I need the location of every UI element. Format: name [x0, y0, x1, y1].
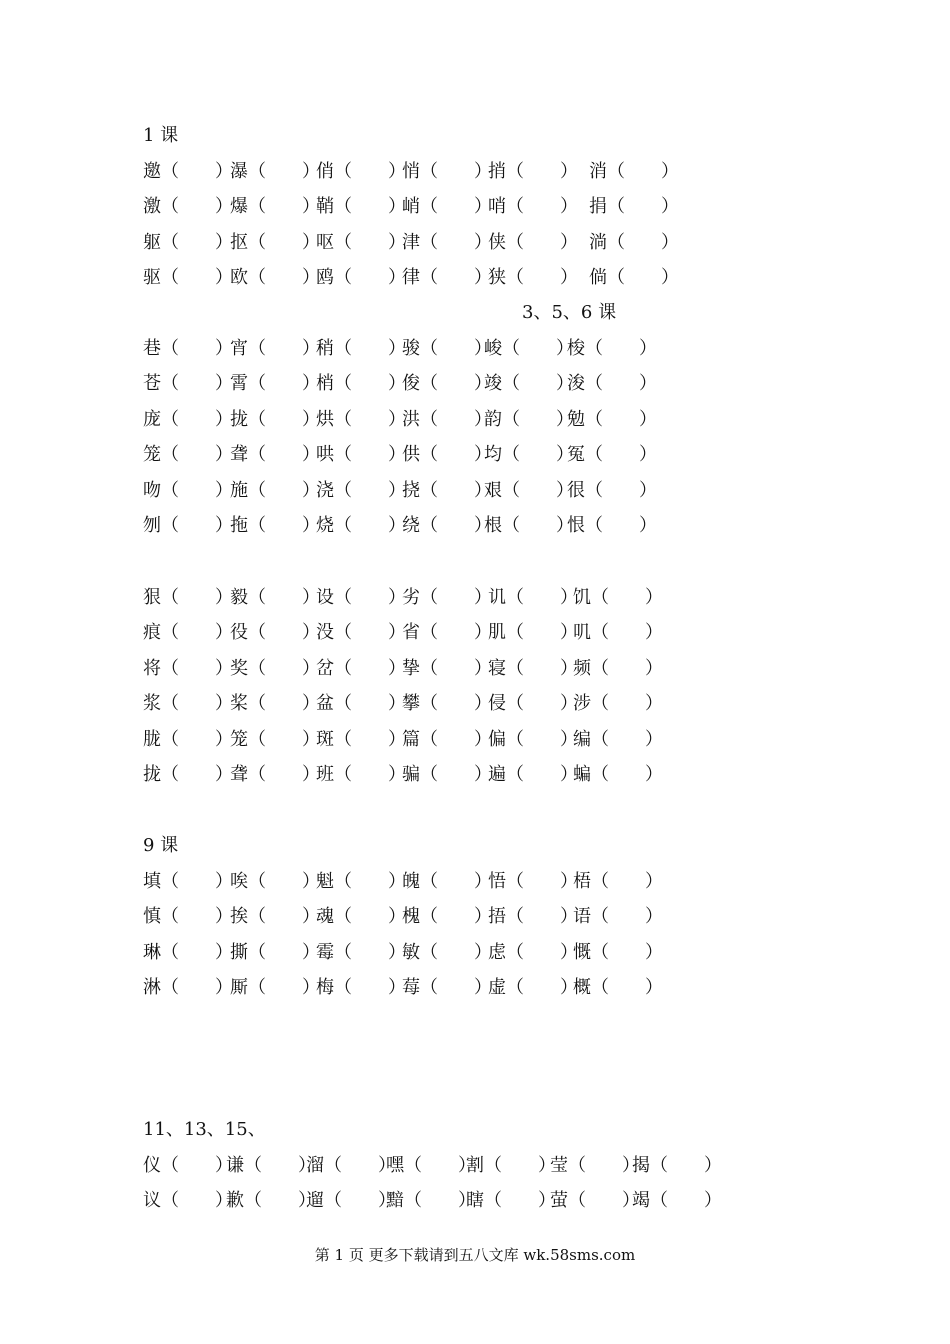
- character-blank-item: 概（ ）: [573, 977, 663, 999]
- character-blank-item: 侵（ ）: [488, 693, 578, 715]
- exercise-row: [0, 440, 950, 470]
- character-blank-item: 嘿（ ）: [386, 1155, 476, 1176]
- character-blank-item: 蝙（ ）: [573, 764, 663, 785]
- character-blank-item: 篇（ ）: [402, 728, 492, 750]
- character-blank-item: 捐（ ）: [589, 196, 679, 218]
- character-blank-item: 宵（ ）: [230, 338, 320, 359]
- character-blank-item: 浇（ ）: [316, 479, 406, 501]
- character-blank-item: 设（ ）: [316, 587, 406, 608]
- section-heading-lessons-11-13-15: 11、13、15、: [143, 1119, 266, 1140]
- exercise-row: [0, 654, 950, 684]
- character-blank-item: 唉（ ）: [230, 871, 320, 892]
- character-blank-item: 魄（ ）: [402, 871, 492, 892]
- character-blank-item: 绕（ ）: [402, 515, 492, 536]
- character-blank-item: 饥（ ）: [573, 587, 663, 608]
- character-blank-item: 奖（ ）: [230, 657, 320, 679]
- character-blank-item: 悄（ ）: [402, 161, 492, 182]
- character-blank-item: 桨（ ）: [230, 693, 320, 715]
- character-blank-item: 淋（ ）: [143, 977, 233, 999]
- character-blank-item: 律（ ）: [402, 267, 492, 289]
- character-blank-item: 撕（ ）: [230, 941, 320, 963]
- character-blank-item: 虑（ ）: [488, 941, 578, 963]
- exercise-row: [0, 369, 950, 399]
- character-blank-item: 刎（ ）: [143, 515, 233, 536]
- character-blank-item: 激（ ）: [143, 196, 233, 218]
- character-blank-item: 梢（ ）: [316, 373, 406, 395]
- character-blank-item: 偏（ ）: [488, 728, 578, 750]
- character-blank-item: 琳（ ）: [143, 941, 233, 963]
- exercise-row: [0, 902, 950, 932]
- character-blank-item: 哄（ ）: [316, 444, 406, 466]
- character-blank-item: 班（ ）: [316, 764, 406, 785]
- page-footer: 第 1 页 更多下载请到五八文库 wk.58sms.com: [314, 1246, 636, 1264]
- character-blank-item: 省（ ）: [402, 622, 492, 644]
- character-blank-item: 厮（ ）: [230, 977, 320, 999]
- character-blank-item: 语（ ）: [573, 906, 663, 928]
- character-blank-item: 俊（ ）: [402, 373, 492, 395]
- character-blank-item: 瞎（ ）: [466, 1190, 556, 1212]
- exercise-row: [0, 973, 950, 1003]
- character-blank-item: 呕（ ）: [316, 231, 406, 253]
- character-blank-item: 胧（ ）: [143, 728, 233, 750]
- exercise-row: [0, 511, 950, 541]
- character-blank-item: 鞘（ ）: [316, 196, 406, 218]
- character-blank-item: 倘（ ）: [589, 267, 679, 289]
- character-blank-item: 魁（ ）: [316, 871, 406, 892]
- character-blank-item: 虚（ ）: [488, 977, 578, 999]
- exercise-row: [0, 1151, 950, 1181]
- exercise-row: [0, 192, 950, 222]
- exercise-row: [0, 334, 950, 364]
- character-blank-item: 鸥（ ）: [316, 267, 406, 289]
- exercise-row: [0, 689, 950, 719]
- character-blank-item: 冤（ ）: [567, 444, 657, 466]
- character-blank-item: 拖（ ）: [230, 515, 320, 536]
- character-blank-item: 挨（ ）: [230, 906, 320, 928]
- character-blank-item: 黯（ ）: [386, 1190, 476, 1212]
- character-blank-item: 捎（ ）: [488, 161, 578, 182]
- character-blank-item: 消（ ）: [589, 161, 679, 182]
- character-blank-item: 抠（ ）: [230, 231, 320, 253]
- exercise-row: [0, 476, 950, 506]
- character-blank-item: 韵（ ）: [484, 408, 574, 430]
- character-blank-item: 津（ ）: [402, 231, 492, 253]
- character-blank-item: 拢（ ）: [143, 764, 233, 785]
- character-blank-item: 挠（ ）: [402, 479, 492, 501]
- character-blank-item: 编（ ）: [573, 728, 663, 750]
- character-blank-item: 毅（ ）: [230, 587, 320, 608]
- exercise-row: [0, 228, 950, 258]
- character-blank-item: 峻（ ）: [484, 338, 574, 359]
- character-blank-item: 役（ ）: [230, 622, 320, 644]
- character-blank-item: 仪（ ）: [143, 1155, 233, 1176]
- character-blank-item: 揭（ ）: [632, 1155, 722, 1176]
- character-blank-item: 频（ ）: [573, 657, 663, 679]
- character-blank-item: 溜（ ）: [306, 1155, 396, 1176]
- character-blank-item: 洪（ ）: [402, 408, 492, 430]
- character-blank-item: 遛（ ）: [306, 1190, 396, 1212]
- character-blank-item: 遍（ ）: [488, 764, 578, 785]
- character-blank-item: 庞（ ）: [143, 408, 233, 430]
- character-blank-item: 笼（ ）: [230, 728, 320, 750]
- character-blank-item: 竭（ ）: [632, 1190, 722, 1212]
- exercise-row: [0, 760, 950, 790]
- exercise-row: [0, 157, 950, 187]
- character-blank-item: 侠（ ）: [488, 231, 578, 253]
- character-blank-item: 肌（ ）: [488, 622, 578, 644]
- character-blank-item: 狭（ ）: [488, 267, 578, 289]
- character-blank-item: 梅（ ）: [316, 977, 406, 999]
- character-blank-item: 攀（ ）: [402, 693, 492, 715]
- character-blank-item: 莓（ ）: [402, 977, 492, 999]
- character-blank-item: 挚（ ）: [402, 657, 492, 679]
- character-blank-item: 哨（ ）: [488, 196, 578, 218]
- character-blank-item: 浚（ ）: [567, 373, 657, 395]
- character-blank-item: 谦（ ）: [226, 1155, 316, 1176]
- character-blank-item: 驱（ ）: [143, 267, 233, 289]
- character-blank-item: 勉（ ）: [567, 408, 657, 430]
- character-blank-item: 槐（ ）: [402, 906, 492, 928]
- section-heading-lesson-1: 1 课: [143, 125, 179, 146]
- character-blank-item: 骏（ ）: [402, 338, 492, 359]
- character-blank-item: 巷（ ）: [143, 338, 233, 359]
- exercise-row: [0, 938, 950, 968]
- character-blank-item: 慨（ ）: [573, 941, 663, 963]
- character-blank-item: 聋（ ）: [230, 444, 320, 466]
- character-blank-item: 烧（ ）: [316, 515, 406, 536]
- character-blank-item: 劣（ ）: [402, 587, 492, 608]
- character-blank-item: 讥（ ）: [488, 587, 578, 608]
- character-blank-item: 悟（ ）: [488, 871, 578, 892]
- character-blank-item: 拢（ ）: [230, 408, 320, 430]
- character-blank-item: 恨（ ）: [567, 515, 657, 536]
- section-heading-lesson-9: 9 课: [143, 835, 179, 856]
- character-blank-item: 爆（ ）: [230, 196, 320, 218]
- character-blank-item: 根（ ）: [484, 515, 574, 536]
- character-blank-item: 痕（ ）: [143, 622, 233, 644]
- exercise-row: [0, 583, 950, 613]
- character-blank-item: 竣（ ）: [484, 373, 574, 395]
- character-blank-item: 割（ ）: [466, 1155, 556, 1176]
- character-blank-item: 梧（ ）: [573, 871, 663, 892]
- character-blank-item: 盆（ ）: [316, 693, 406, 715]
- exercise-row: [0, 867, 950, 897]
- character-blank-item: 霄（ ）: [230, 373, 320, 395]
- character-blank-item: 魂（ ）: [316, 906, 406, 928]
- character-blank-item: 斑（ ）: [316, 728, 406, 750]
- character-blank-item: 邀（ ）: [143, 161, 233, 182]
- section-heading-lessons-3-5-6: 3、5、6 课: [522, 302, 617, 323]
- character-blank-item: 骗（ ）: [402, 764, 492, 785]
- character-blank-item: 吻（ ）: [143, 479, 233, 501]
- character-blank-item: 供（ ）: [402, 444, 492, 466]
- character-blank-item: 峭（ ）: [402, 196, 492, 218]
- exercise-row: [0, 1186, 950, 1216]
- character-blank-item: 歉（ ）: [226, 1190, 316, 1212]
- exercise-row: [0, 263, 950, 293]
- character-blank-item: 寝（ ）: [488, 657, 578, 679]
- character-blank-item: 浆（ ）: [143, 693, 233, 715]
- character-blank-item: 岔（ ）: [316, 657, 406, 679]
- exercise-row: [0, 405, 950, 435]
- character-blank-item: 烘（ ）: [316, 408, 406, 430]
- character-blank-item: 施（ ）: [230, 479, 320, 501]
- character-blank-item: 聋（ ）: [230, 764, 320, 785]
- character-blank-item: 瀑（ ）: [230, 161, 320, 182]
- character-blank-item: 很（ ）: [567, 479, 657, 501]
- character-blank-item: 均（ ）: [484, 444, 574, 466]
- character-blank-item: 梭（ ）: [567, 338, 657, 359]
- character-blank-item: 慎（ ）: [143, 906, 233, 928]
- character-blank-item: 淌（ ）: [589, 231, 679, 253]
- character-blank-item: 欧（ ）: [230, 267, 320, 289]
- character-blank-item: 将（ ）: [143, 657, 233, 679]
- character-blank-item: 叽（ ）: [573, 622, 663, 644]
- character-blank-item: 捂（ ）: [488, 906, 578, 928]
- character-blank-item: 没（ ）: [316, 622, 406, 644]
- character-blank-item: 稍（ ）: [316, 338, 406, 359]
- character-blank-item: 俏（ ）: [316, 161, 406, 182]
- character-blank-item: 狠（ ）: [143, 587, 233, 608]
- character-blank-item: 艰（ ）: [484, 479, 574, 501]
- character-blank-item: 议（ ）: [143, 1190, 233, 1212]
- character-blank-item: 敏（ ）: [402, 941, 492, 963]
- character-blank-item: 萤（ ）: [550, 1190, 640, 1212]
- character-blank-item: 莹（ ）: [550, 1155, 640, 1176]
- character-blank-item: 躯（ ）: [143, 231, 233, 253]
- character-blank-item: 填（ ）: [143, 871, 233, 892]
- character-blank-item: 霉（ ）: [316, 941, 406, 963]
- exercise-row: [0, 618, 950, 648]
- exercise-row: [0, 725, 950, 755]
- character-blank-item: 涉（ ）: [573, 693, 663, 715]
- character-blank-item: 苍（ ）: [143, 373, 233, 395]
- character-blank-item: 笼（ ）: [143, 444, 233, 466]
